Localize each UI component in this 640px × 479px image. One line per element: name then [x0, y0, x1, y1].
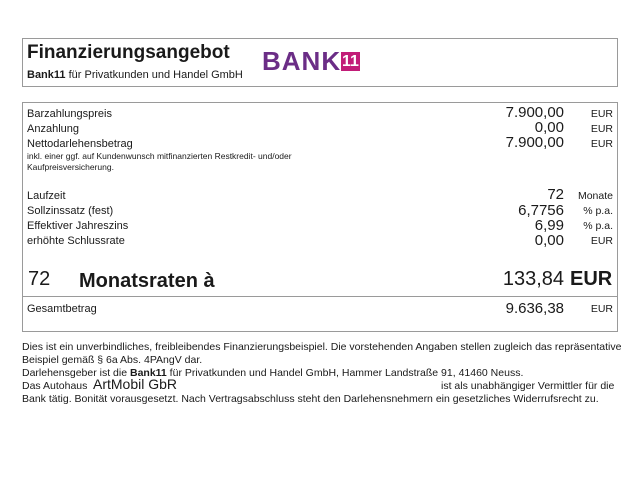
row-label-nettodarlehensbetrag: Nettodarlehensbetrag — [27, 138, 133, 150]
footer-line-1: Dies ist ein unverbindliches, freibleibendes Finanzierungsbeispiel. Die vorstehenden Angaben stellen zugleich das repräsentative — [22, 341, 622, 353]
total-label: Gesamtbetrag — [27, 303, 97, 315]
row-unit-barzahlungspreis: EUR — [590, 108, 613, 120]
lender-name-rest: für Privatkunden und Handel GmbH — [65, 69, 243, 81]
insurance-note: inkl. einer ggf. auf Kundenwunsch mitfinanzierten Restkredit- und/oder Kaufpreisversicherung. — [27, 151, 292, 172]
row-unit-nettodarlehensbetrag: EUR — [590, 138, 613, 150]
footer-lender-post: für Privatkunden und Handel GmbH, Hammer Landstraße 91, 41460 Neuss. — [166, 367, 524, 379]
footer-lender-bold: Bank11 — [129, 367, 167, 379]
rate-count: 72 — [28, 268, 51, 290]
footer-line-2: Beispiel gemäß § 6a Abs. 4PAngV dar. — [22, 354, 203, 366]
rate-unit: EUR — [570, 268, 613, 290]
bank-logo-badge: 11 — [342, 53, 359, 70]
row-label-schlussrate: erhöhte Schlussrate — [27, 235, 125, 247]
footer-line-5: Bank tätig. Bonität vorausgesetzt. Nach Vertragsabschluss steht den Darlehensnehmern ein gesetzliches Widerrufsrecht zu. — [22, 393, 599, 405]
total-unit: EUR — [590, 303, 613, 315]
rate-label: Monatsraten à — [79, 270, 215, 292]
page-title: Finanzierungsangebot — [27, 42, 230, 63]
row-unit-schlussrate: EUR — [590, 235, 613, 247]
total-value: 9.636,38 — [505, 300, 564, 317]
footer-lender-pre: Darlehensgeber ist die — [22, 367, 130, 379]
row-unit-anzahlung: EUR — [590, 123, 613, 135]
row-value-barzahlungspreis: 7.900,00 — [505, 104, 564, 121]
lender-subtitle — [27, 69, 243, 81]
row-label-effektiver-jahreszins: Effektiver Jahreszins — [27, 220, 129, 232]
row-value-sollzinssatz: 6,7756 — [518, 202, 564, 219]
dealer-name: ArtMobil GbR — [93, 376, 178, 392]
row-value-laufzeit: 72 — [547, 186, 564, 203]
row-label-laufzeit: Laufzeit — [27, 190, 66, 202]
row-value-schlussrate: 0,00 — [534, 232, 564, 249]
rate-value: 133,84 — [502, 268, 564, 290]
row-value-nettodarlehensbetrag: 7.900,00 — [505, 134, 564, 151]
row-label-barzahlungspreis: Barzahlungspreis — [27, 108, 112, 120]
total-divider — [22, 296, 618, 297]
lender-name-bold: Bank11 — [27, 69, 66, 81]
row-value-anzahlung: 0,00 — [534, 119, 564, 136]
row-unit-sollzinssatz: % p.a. — [583, 205, 613, 217]
footer-line-4-post: ist als unabhängiger Vermittler für die — [441, 380, 615, 392]
row-unit-laufzeit: Monate — [577, 190, 613, 202]
footer-line-4-pre: Das Autohaus — [22, 380, 88, 392]
row-value-effektiver-jahreszins: 6,99 — [534, 217, 564, 234]
row-unit-effektiver-jahreszins: % p.a. — [583, 220, 613, 232]
row-label-anzahlung: Anzahlung — [27, 123, 79, 135]
row-label-sollzinssatz: Sollzinssatz (fest) — [27, 205, 114, 217]
bank-logo-text: BANK — [262, 46, 342, 76]
